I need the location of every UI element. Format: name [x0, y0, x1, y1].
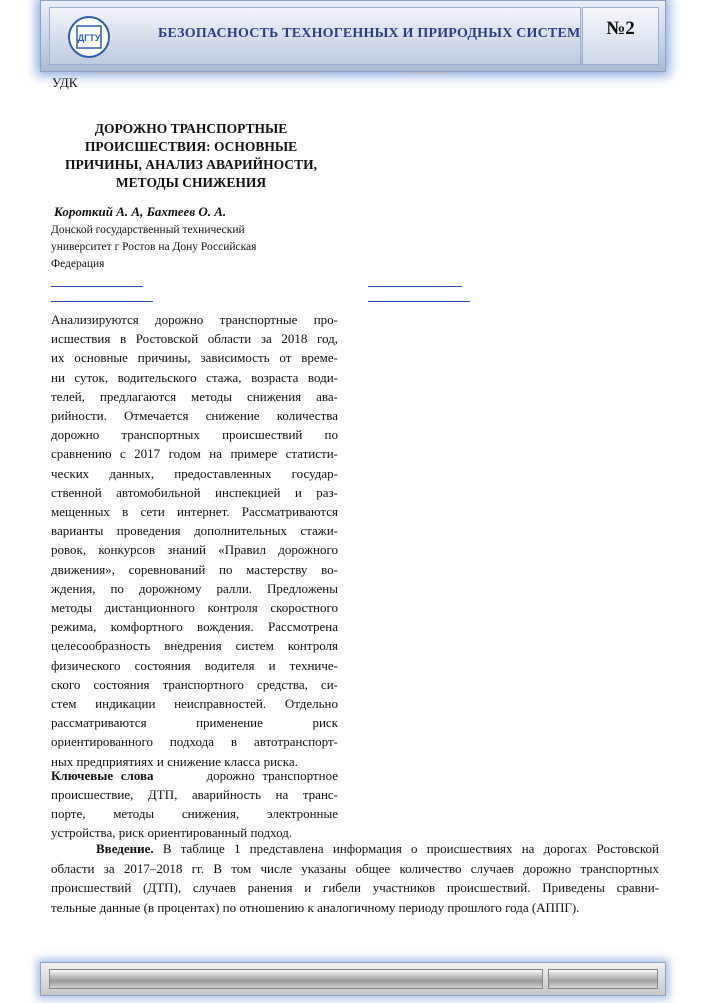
- affiliation-line: Федерация: [51, 258, 105, 270]
- abstract-line: дорожно транспортных происшествий по: [51, 427, 338, 443]
- logo-text: ДГТУ: [77, 33, 101, 43]
- abstract-line: их основные причины, зависимость от време-: [51, 350, 338, 366]
- abstract-line: методы дистанционного контроля скоростного: [51, 600, 338, 616]
- abstract: [51, 310, 338, 771]
- abstract-line: ждения, по дорожному ралли. Предложены: [51, 580, 338, 596]
- university-logo-icon: [68, 16, 110, 58]
- intro-line: области за 2017–2018 гг. В том числе указаны общее количество случаев дорожно транспортных: [51, 860, 659, 876]
- keywords-line: устройства, риск ориентированный подход.: [51, 825, 293, 840]
- intro-line: тельные данные (в процентах) по отношению к аналогичному периоду прошлого года (АППГ).: [51, 899, 580, 915]
- keywords-line: происшествие, ДТП, аварийность на транс-: [51, 787, 338, 802]
- author-affiliation: [51, 222, 321, 273]
- article-title: [48, 120, 334, 192]
- keywords-line: [51, 766, 338, 785]
- page-footer: [40, 962, 666, 996]
- link-underline[interactable]: [51, 301, 153, 302]
- abstract-line: мещенных в сети интернет. Рассматриваются: [51, 504, 338, 520]
- abstract-line: сравнению с 2017 годом на примере статисти-: [51, 446, 338, 462]
- issue-box: [582, 7, 659, 65]
- footer-bar: [49, 969, 543, 989]
- divider: [404, 72, 452, 73]
- link-underline[interactable]: [368, 286, 462, 287]
- issue-number: №2: [606, 18, 635, 39]
- abstract-line: исшествия в Ростовской области за 2018 год,: [51, 331, 338, 347]
- keywords-label: Ключевые слова: [51, 768, 154, 783]
- abstract-line: целесообразность внедрения систем контроля: [51, 638, 338, 654]
- journal-title-bar: [49, 7, 581, 65]
- keywords-text: дорожно транспортное: [206, 768, 339, 783]
- abstract-line: ского состояния транспортного средства, си-: [51, 676, 338, 692]
- intro-text: В таблице 1 представлена информация о происшествиях на дорогах Ростовской: [153, 841, 659, 856]
- keywords: [51, 766, 338, 842]
- title-line: ДОРОЖНО ТРАНСПОРТНЫЕ: [94, 121, 288, 136]
- journal-header: [40, 0, 666, 72]
- abstract-line: телей, предлагаются методы снижения ава-: [51, 388, 338, 404]
- title-line: ПРОИСШЕСТВИЯ: ОСНОВНЫЕ: [84, 139, 298, 154]
- link-underline[interactable]: [368, 301, 470, 302]
- udk-label: УДК: [52, 75, 78, 90]
- abstract-line: варианты проведения дополнительных стажи-: [51, 523, 338, 539]
- abstract-line: Анализируются дорожно транспортные про-: [51, 312, 338, 327]
- abstract-line: движения», соревнований по мастерству во-: [51, 561, 338, 577]
- footer-page-box: [548, 969, 658, 989]
- intro-line: [51, 839, 659, 859]
- abstract-line: рийности. Отмечается снижение количества: [51, 408, 338, 424]
- link-underline[interactable]: [51, 286, 143, 287]
- intro-line: происшествий (ДТП), случаев ранения и гибели участников происшествий. Приведены сравни-: [51, 880, 659, 896]
- title-line: МЕТОДЫ СНИЖЕНИЯ: [115, 175, 267, 190]
- abstract-line: физического состояния водителя и техниче-: [51, 657, 338, 673]
- keywords-line: порте, методы снижения, электронные: [51, 806, 338, 821]
- title-line: ПРИЧИНЫ, АНАЛИЗ АВАРИЙНОСТИ,: [65, 157, 317, 172]
- introduction: [51, 839, 659, 917]
- abstract-line: рассматриваются применение риск: [51, 715, 338, 731]
- journal-title: БЕЗОПАСНОСТЬ ТЕХНОГЕННЫХ И ПРИРОДНЫХ СИСТЕМ: [158, 26, 581, 41]
- abstract-line: ных предприятиях и снижение класса риска.: [51, 753, 298, 769]
- abstract-line: ни суток, водительского стажа, возраста води-: [51, 369, 338, 385]
- abstract-line: ческих данных, предоставленных государ-: [51, 465, 338, 481]
- affiliation-line: Донской государственный технический: [51, 224, 245, 236]
- abstract-line: стем индикации неисправностей. Отдельно: [51, 696, 338, 712]
- intro-label: Введение.: [96, 841, 154, 856]
- affiliation-line: университет г Ростов на Дону Российская: [51, 241, 257, 253]
- abstract-line: ориентированного подхода в автотранспорт-: [51, 734, 338, 750]
- article-authors: Короткий А. А, Бахтеев О. А.: [54, 204, 227, 219]
- abstract-line: режима, комфортного вождения. Рассмотрена: [51, 619, 338, 635]
- abstract-line: ровок, конкурсов знаний «Правил дорожного: [51, 542, 338, 558]
- divider: [92, 72, 324, 73]
- abstract-line: ственной автомобильной инспекцией и раз-: [51, 484, 338, 500]
